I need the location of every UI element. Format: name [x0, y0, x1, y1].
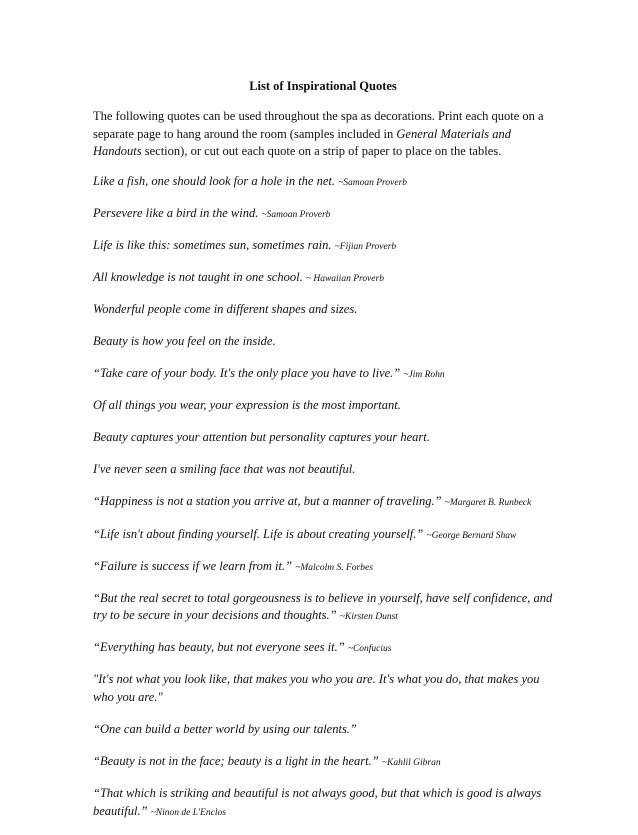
quote-item [93, 301, 553, 321]
quote-text: “Failure is success if we learn from it.” [93, 558, 296, 573]
quote-item [93, 639, 553, 659]
quote-text: “Take care of your body. It's the only place you have to live.” [93, 366, 404, 381]
intro-paragraph [93, 108, 553, 161]
intro-text-italic: General Materials and Handouts [93, 126, 511, 158]
quote-author: ~Ninon de L'Enclos [150, 807, 226, 818]
quote-text: Of all things you wear, your expression is the most important. [93, 398, 401, 413]
quote-item [93, 785, 553, 822]
quote-item [93, 590, 553, 627]
quote-item [93, 173, 553, 193]
quote-text: “Life isn't about finding yourself. Life is about creating yourself.” [93, 526, 427, 541]
quote-text: “Beauty is not in the face; beauty is a light in the heart.” [93, 754, 382, 769]
quote-item [93, 461, 553, 481]
document-page [93, 68, 553, 835]
intro-text-part2: section), or cut out each quote on a strip of paper to place on the tables. [141, 144, 502, 158]
quote-text: All knowledge is not taught in one school. [93, 269, 306, 284]
quote-item [93, 671, 553, 708]
quote-author: ~Samoan Proverb [338, 177, 408, 188]
quote-author: ~Samoan Proverb [261, 209, 331, 220]
quote-text: Persevere like a bird in the wind. [93, 205, 262, 220]
quote-author: ~Kirsten Dunst [339, 612, 398, 623]
quote-author: ~Margaret B. Runbeck [444, 498, 532, 509]
quote-text: “One can build a better world by using our talents.” [93, 722, 357, 736]
quote-author: ~Jim Rohn [403, 370, 445, 381]
quote-text: Beauty captures your attention but personality captures your heart. [93, 430, 430, 445]
quote-author: ~Confucius [347, 644, 392, 655]
quote-item [93, 237, 553, 257]
quote-text: "It's not what you look like, that makes you who you are. It's what you do, that makes you who you are." [93, 672, 540, 704]
quote-text: Like a fish, one should look for a hole in the net. [93, 173, 339, 188]
quote-text: “Happiness is not a station you arrive at, but a manner of traveling.” [93, 494, 445, 509]
quote-item [93, 721, 553, 741]
quote-item [93, 365, 553, 385]
quote-author: ~ Hawaiian Proverb [305, 273, 384, 284]
quote-text: I've never seen a smiling face that was not beautiful. [93, 462, 356, 477]
quote-text: Beauty is how you feel on the inside. [93, 333, 276, 348]
quote-text: “Everything has beauty, but not everyone sees it.” [93, 640, 348, 655]
quote-text: “But the real secret to total gorgeousness is to believe in yourself, have self confidence, and try to be secure in your decisions and thoughts.” [93, 590, 553, 623]
quote-text: “That which is striking and beautiful is not always good, but that which is good is always beautiful.” [93, 786, 542, 818]
quote-author: ~Kahlil Gibran [381, 758, 441, 769]
quote-item [93, 429, 553, 449]
quote-item [93, 333, 553, 353]
quote-author: ~George Bernard Shaw [426, 530, 517, 541]
quote-item [93, 753, 553, 773]
quote-author: ~Malcolm S. Forbes [295, 562, 373, 573]
page-title: List of Inspirational Quotes [249, 79, 397, 93]
quote-item [93, 397, 553, 417]
quote-item [93, 558, 553, 578]
quote-text: Life is like this: sometimes sun, sometimes rain. [93, 237, 335, 252]
quote-item [93, 493, 553, 513]
quote-author: ~Fijian Proverb [334, 241, 397, 252]
quote-item [93, 205, 553, 225]
intro-text-part1: The following quotes can be used throughout the spa as decorations. Print each quote on a separate page to hang around the room (samples included in [93, 109, 544, 141]
quote-item [93, 269, 553, 289]
quote-item [93, 526, 553, 546]
quote-text: Wonderful people come in different shapes and sizes. [93, 301, 358, 316]
